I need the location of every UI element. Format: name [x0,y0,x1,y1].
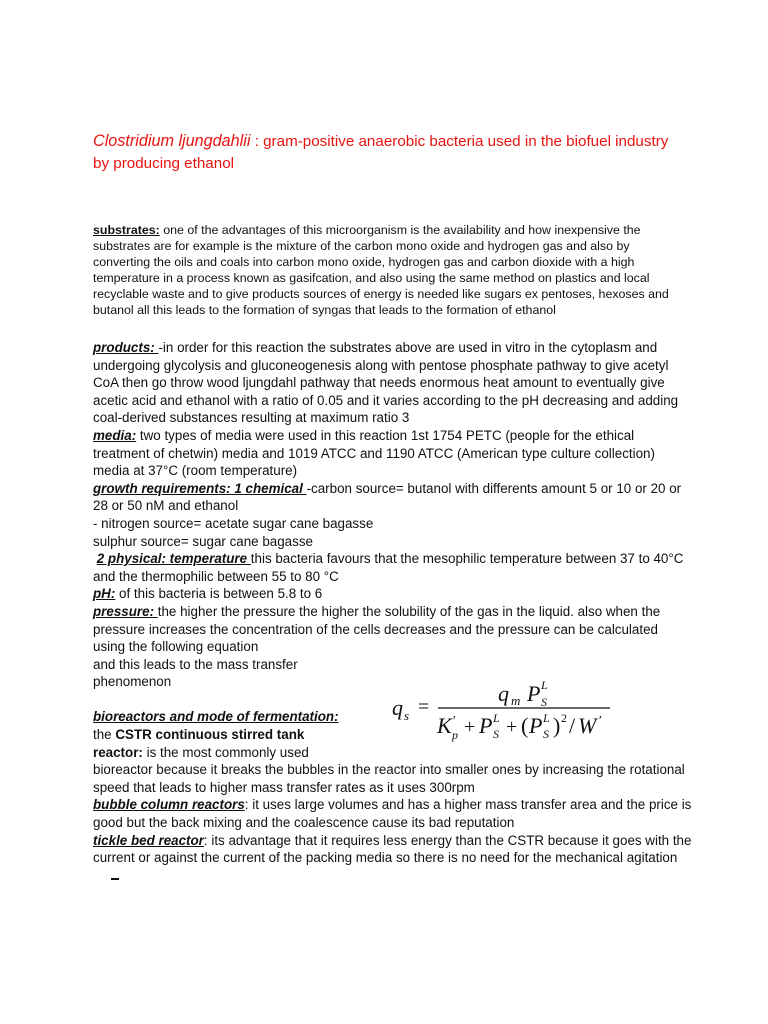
species-name: Clostridium ljungdahlii [93,132,251,150]
main-body [93,339,693,884]
eq-equals: = [418,696,430,718]
products-label: products: [93,340,159,355]
eq-num-q: q [498,681,509,706]
eq-paren-open: ( [521,713,529,738]
eq-den-k-prime: ′ [452,714,456,729]
physical-label: 2 physical: temperature [96,551,251,567]
ph-label: pH: [93,586,116,602]
bubble-paragraph [93,796,693,831]
eq-num-q-sub: m [511,693,521,708]
substrates-section [93,222,683,318]
physical-text: this bacteria favours that the mesophilic temperature between 37 to 40°C and the thermophilic between 55 to 80 °C [93,551,684,584]
products-text: -in order for this reaction the substrates above are used in vitro in the cytoplasm and undergoing glycolysis and gluconeogenesis along with pentose phosphate pathway to give acetyl CoA then go throw wood ljungdahl pathway that needs enormous heat amount to eventually give acetic acid and ethanol with a ratio of 0.05 and it varies according to the pH decreasing and adding coal-derived substances resulting at maximum ratio 3 [93,340,679,426]
eq-den-square: 2 [561,711,567,725]
bioreactors-label: bioreactors and mode of fermentation: [93,709,339,725]
ph-paragraph [93,585,693,603]
pressure-label: pressure: [93,603,158,619]
document-title [93,130,683,175]
eq-den-p2: P [529,713,543,738]
eq-slash: / [569,713,576,738]
cstr-name: CSTR continuous stirred tank [115,727,305,743]
media-paragraph [93,427,693,480]
ph-text: of this bacteria is between 5.8 to 6 [115,586,323,602]
eq-den-p2-sub: S [543,727,549,741]
pressure-paragraph [93,603,693,656]
eq-lhs-sub: s [404,708,410,723]
growth-paragraph [93,480,693,515]
eq-den-p2-sup: L [543,711,550,725]
substrates-label: substrates: [93,223,160,237]
sulphur-line: sulphur source= sugar cane bagasse [93,533,313,549]
bubble-label: bubble column reactors [93,797,245,813]
eq-plus-2: + [506,716,518,738]
cstr-text-1: is the most commonly used [142,744,309,760]
eq-den-k: K [437,713,452,738]
text-cursor [111,867,119,880]
growth-label: growth requirements: 1 chemical [93,480,307,496]
eq-lhs: q [392,695,403,720]
eq-num-p-sup: L [541,678,548,692]
substrates-text: one of the advantages of this microorganism is the availability and how inexpensive the substrates are for example is the mixture of the carbon mono oxide and hydrogen gas and also by converting the oils and coals into carbon mono oxide, hydrogen gas and carbon dioxide with a high temperature in a process known as gasifcation, and also using the same method on plastics and local recyclable waste and to give products sources of energy is needed like sugars ex pentoses, hexoses and butanol all this leads to the formation of syngas that leads to the formation of ethanol [93,223,669,317]
eq-den-p-sup: L [493,711,500,725]
eq-num-p-sub: S [541,695,547,709]
media-text: two types of media were used in this reaction 1st 1754 PETC (people for the ethical treatment of chetwin) media and 1019 ATCC and 1190 ATCC (American type culture collection) media at 37°C (room temperature) [93,427,655,479]
eq-den-p-sub: S [493,727,499,741]
nitrogen-line: - nitrogen source= acetate sugar cane bagasse [93,515,374,531]
tickle-label: tickle bed reactor [93,832,204,848]
media-label: media: [93,427,137,443]
title-description: : gram-positive anaerobic bacteria used in the biofuel industry by producing ethanol [93,133,669,172]
eq-plus-1: + [464,716,476,738]
eq-den-k-sub: p [452,728,458,742]
eq-den-w-prime: ′ [598,714,602,729]
bubble-text: : it uses large volumes and has a higher mass transfer area and the price is good but the back mixing and the coalescence cause its bad reputation [93,797,692,831]
eq-den-w: W [578,713,597,738]
cstr-line-2 [93,744,383,762]
growth-text: -carbon source= butanol with differents amount 5 or 10 or 20 or 28 or 50 nM and ethanol [93,480,682,514]
bioreactors-heading [93,708,383,726]
cstr-line-1 [93,726,383,744]
eq-paren-close: ) [553,713,561,738]
pressure-text: the higher the pressure the higher the solubility of the gas in the liquid. also when the pressure increases the concentration of the cells decreases and the pressure can be calculated using the following equation [93,603,661,655]
cstr-prefix: the [93,727,116,743]
cstr-name-2: reactor: [93,744,143,760]
pressure-line-3: phenomenon [93,674,172,690]
products-paragraph [93,339,693,427]
mass-transfer-equation [390,675,620,747]
eq-den-p: P [479,713,493,738]
physical-paragraph [93,550,693,585]
cstr-text-2: bioreactor because it breaks the bubbles in the reactor into smaller ones by increasing the rotational speed that leads to higher mass transfer rates as it uses 300rpm [93,762,685,795]
eq-num-p: P [527,681,541,706]
tickle-text: : its advantage that it requires less energy than the CSTR because it goes with the current or against the current of the packing media so there is no need for the mechanical agitation [93,832,692,866]
pressure-line-2: and this leads to the mass transfer [93,656,298,672]
tickle-paragraph [93,832,693,885]
